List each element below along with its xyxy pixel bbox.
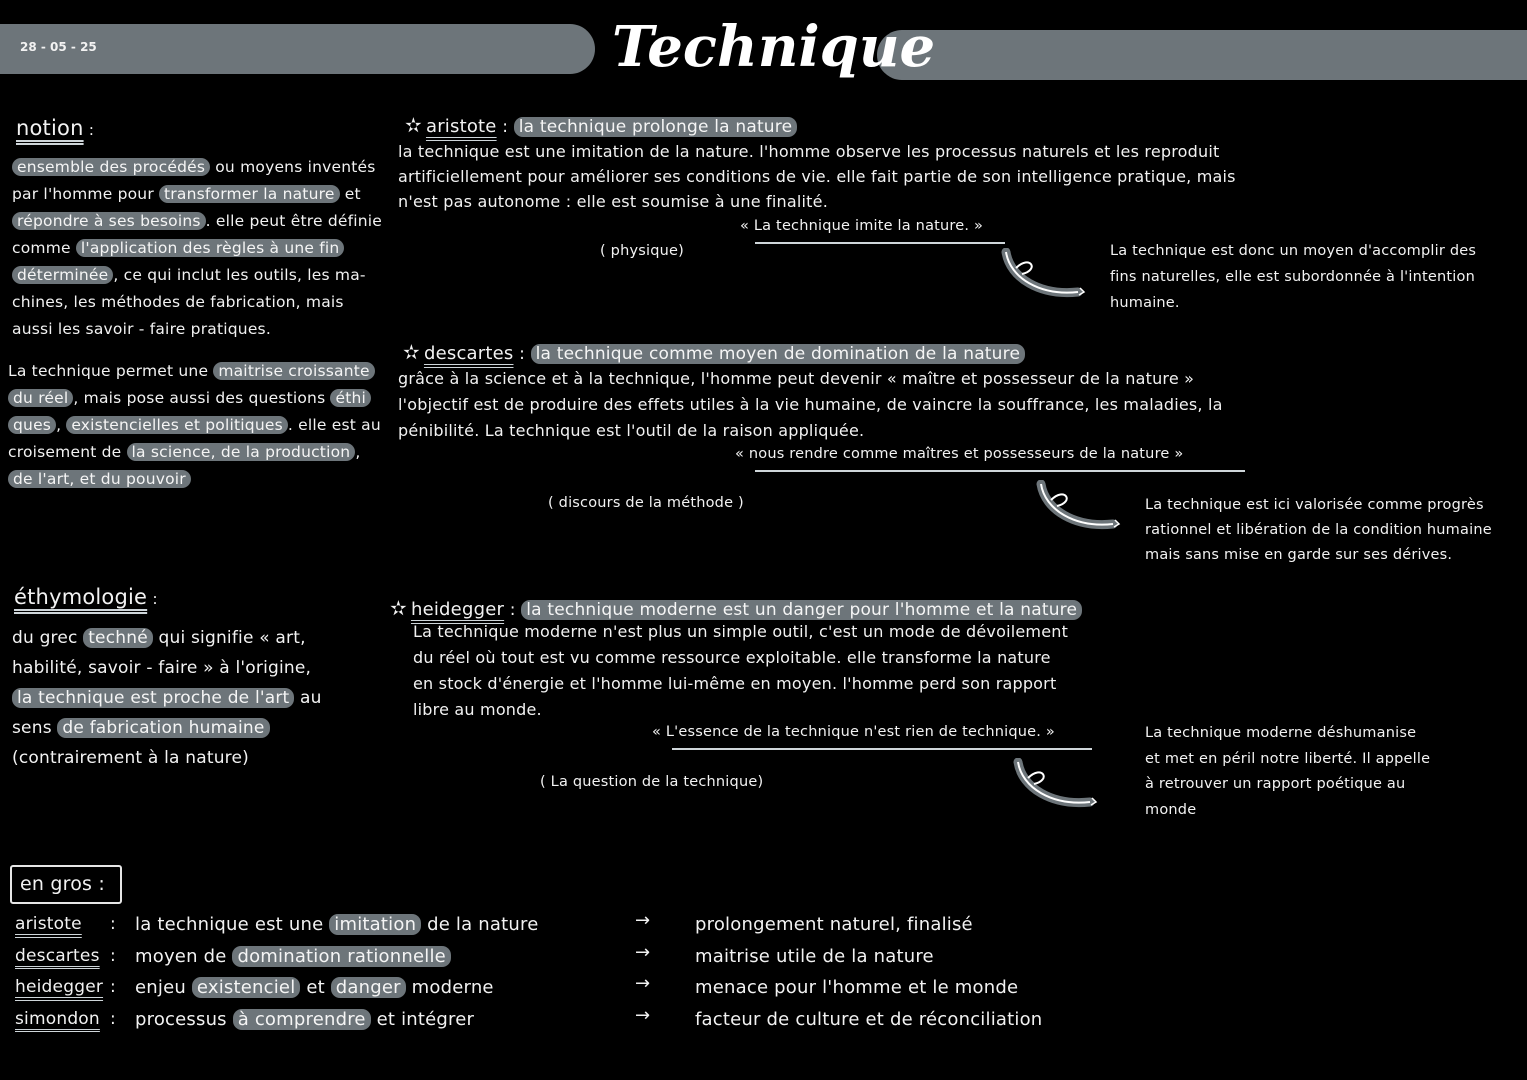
text-line [12,658,311,678]
text: enjeu [135,977,192,998]
summary-result: menace pour l'homme et le monde [695,977,1019,998]
header-bar-right [877,30,1527,80]
summary-author: aristote [15,914,82,934]
highlighted-text: de fabrication humaine [57,718,269,738]
author-quote: « L'essence de la technique n'est rien de technique. » [652,724,1055,740]
text-line [8,362,375,380]
summary-author: heidegger [15,977,104,997]
author-note-line: La technique est ici valorisée comme progrès [1145,497,1484,513]
author-note-line: humaine. [1110,295,1180,311]
text: chines, les méthodes de fabrication, mais [12,293,344,311]
author-source: ( La question de la technique) [540,774,764,790]
highlighted-text: ques [8,416,56,434]
summary-result: maitrise utile de la nature [695,945,934,967]
summary-description [135,914,538,935]
text: et intégrer [370,1008,475,1030]
author-note-line: La technique moderne déshumanise [1145,725,1417,741]
arrow-icon: → [635,1004,651,1026]
highlighted-text: techné [83,628,153,648]
colon: : [496,117,514,137]
curl-arrow-icon [1012,758,1102,813]
highlighted-text: de l'art, et du pouvoir [8,470,191,488]
text: aussi les savoir - faire pratiques. [12,320,271,338]
author-thesis: la technique comme moyen de domination de la nature [531,344,1026,364]
author-note-line: fins naturelles, elle est subordonnée à l'intention [1110,269,1475,285]
colon: : [88,121,95,139]
quote-underline [672,748,1092,750]
arrow-icon: → [635,941,651,963]
highlighted-text: à comprendre [233,1009,371,1030]
text: La technique permet une [8,362,214,380]
text: comme [12,239,76,257]
author-note-line: à retrouver un rapport poétique au [1145,776,1406,792]
highlighted-text: imitation [329,914,421,935]
text-line [12,185,361,203]
curl-arrow-icon [1000,248,1090,303]
text: ou moyens inventés [210,158,376,176]
text: (contrairement à la nature) [12,748,249,768]
text: sens [12,718,58,738]
text: et [300,977,331,998]
author-name: heidegger [410,599,505,620]
text-line [12,688,322,708]
text: processus [135,1008,233,1030]
author-heading [405,113,797,137]
quote-underline [755,242,1005,244]
notion-heading [16,116,94,140]
star-icon: ✫ [405,113,422,137]
author-heading [403,340,1025,364]
author-quote: « La technique imite la nature. » [740,218,984,234]
author-name: aristote [425,116,497,137]
text-line [12,320,271,338]
highlighted-text: du réel [8,389,73,407]
highlighted-text: déterminée [12,266,113,284]
highlighted-text: la technique est proche de l'art [12,688,294,708]
text-line [8,389,371,407]
author-text-line: l'objectif est de produire des effets utiles à la vie humaine, de vaincre la souffrance, les maladies, la [398,395,1223,414]
highlighted-text: existencielles et politiques [66,416,288,434]
text-line [12,628,306,648]
summary-description [135,1009,474,1030]
author-text-line: pénibilité. La technique est l'outil de la raison appliquée. [398,421,865,440]
colon: : [110,914,116,934]
text: par l'homme pour [12,185,160,203]
highlighted-text: l'application des règles à une fin [76,239,345,257]
author-note-line: rationnel et libération de la condition humaine [1145,522,1492,538]
highlighted-text: danger [331,977,406,998]
author-text-line: du réel où tout est vu comme ressource exploitable. elle transforme la nature [413,648,1051,667]
text-line [12,718,270,738]
text: du grec [12,628,84,648]
author-text-line: n'est pas autonome : elle est soumise à une finalité. [398,192,828,211]
author-text-line: artificiellement pour améliorer ses conditions de vie. elle fait partie de son intelligence pratique, mais [398,167,1236,186]
highlighted-text: existenciel [192,977,301,998]
summary-description [135,977,494,998]
summary-heading: en gros : [10,865,122,904]
text: moyen de [135,945,233,967]
author-note-line: mais sans mise en garde sur ses dérives. [1145,547,1453,563]
author-name: descartes [423,343,514,364]
highlighted-text: éthi [330,389,371,407]
author-thesis: la technique moderne est un danger pour l'homme et la nature [521,600,1082,620]
date: 28 - 05 - 25 [20,40,97,54]
text: qui signifie « art, [152,628,306,648]
summary-author: simondon [15,1008,100,1029]
text: , mais pose aussi des questions [73,389,331,407]
highlighted-text: domination rationnelle [232,946,450,967]
arrow-icon: → [635,910,651,931]
highlighted-text: la science, de la production [127,443,356,461]
curl-arrow-icon [1035,480,1125,535]
text-line [12,266,366,284]
highlighted-text: maitrise croissante [213,362,374,380]
text: , [355,443,361,461]
author-source: ( discours de la méthode ) [548,495,744,511]
arrow-icon: → [635,973,651,994]
author-note-line: monde [1145,801,1197,818]
text: la technique est une [135,914,330,935]
text: et [339,185,361,203]
author-text-line: grâce à la science et à la technique, l'homme peut devenir « maître et possesseur de la nature » [398,369,1195,388]
etymologie-heading [14,585,158,609]
notion-heading-text: notion [16,116,84,140]
colon: : [152,590,158,608]
star-icon: ✫ [390,596,407,620]
highlighted-text: ensemble des procédés [12,158,210,176]
text-line [12,748,249,768]
summary-author: descartes [15,945,100,966]
text: habilité, savoir - faire » à l'origine, [12,658,312,678]
author-text-line: La technique moderne n'est plus un simple outil, c'est un mode de dévoilement [413,622,1069,641]
author-note-line: et met en péril notre liberté. Il appelle [1145,750,1431,767]
text-line [12,239,344,257]
text: , [56,416,67,434]
text: croisement de [8,443,127,461]
colon: : [110,1008,116,1029]
summary-result: facteur de culture et de réconciliation [695,1008,1043,1030]
page-title: Technique [612,14,936,80]
author-text-line: la technique est une imitation de la nature. l'homme observe les processus naturels et les reproduit [398,142,1220,161]
colon: : [504,600,522,620]
text: de la nature [421,914,539,935]
text-line [8,416,381,434]
summary-result: prolongement naturel, finalisé [695,914,973,935]
text-line [8,443,360,461]
etymologie-heading-text: éthymologie [14,585,148,609]
text-line [8,470,191,488]
text-line [12,293,344,311]
text: au [294,688,322,708]
author-source: ( physique) [600,243,684,259]
colon: : [110,977,116,997]
colon: : [513,344,531,364]
highlighted-text: transformer la nature [159,185,340,203]
summary-description [135,946,451,967]
text: moderne [405,977,494,998]
author-heading [390,596,1082,620]
highlighted-text: répondre à ses besoins [12,212,206,230]
text-line [12,158,376,176]
quote-underline [755,470,1245,472]
author-thesis: la technique prolonge la nature [514,117,798,137]
text: , ce qui inclut les outils, les ma- [113,266,366,284]
author-note-line: La technique est donc un moyen d'accomplir des [1110,243,1477,259]
text: . elle peut être définie [205,212,383,230]
text-line [12,212,382,230]
author-text-line: libre au monde. [413,700,542,719]
colon: : [110,945,116,966]
author-quote: « nous rendre comme maîtres et possesseurs de la nature » [735,446,1184,462]
text: . elle est au [287,416,381,434]
author-text-line: en stock d'énergie et l'homme lui-même en moyen. l'homme perd son rapport [413,674,1057,693]
star-icon: ✫ [403,340,420,364]
